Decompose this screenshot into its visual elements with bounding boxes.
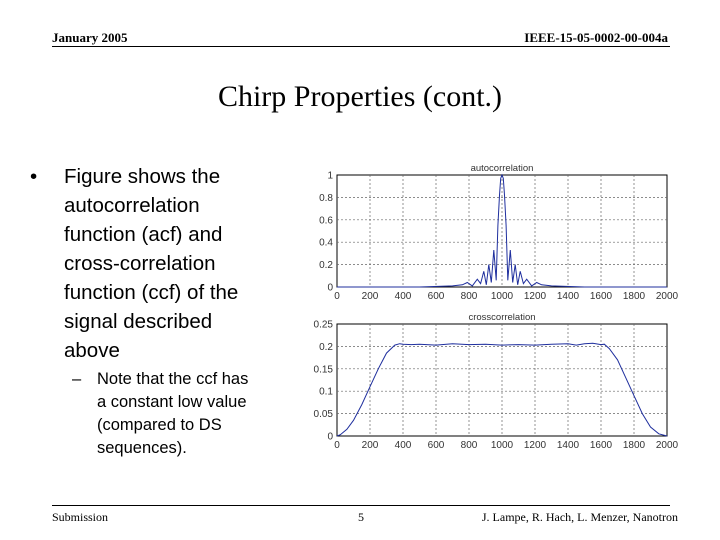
header-rule <box>52 46 670 47</box>
bullet-line: above <box>64 339 120 362</box>
bullet-line: sequences). <box>97 439 187 457</box>
chart-1-y-tick-label: 0.2 <box>319 260 333 272</box>
chart-2-y-tick-label: 0.2 <box>319 341 333 353</box>
footer-authors: J. Lampe, R. Hach, L. Menzer, Nanotron <box>481 510 678 524</box>
chart-1-y-tick-label: 0.4 <box>319 237 333 249</box>
chart-2-title: crosscorrelation <box>468 312 536 323</box>
chart-2-y-tick-label: 0.25 <box>313 319 333 331</box>
chart-1-x-tick-label: 1000 <box>490 291 514 302</box>
bullet-line: function (ccf) of the <box>64 281 239 304</box>
chart-2-y-tick-label: 0.1 <box>319 386 333 398</box>
bullet-sub-text <box>97 368 307 460</box>
chart-2-x-tick-label: 600 <box>427 440 445 451</box>
chart-1-y-tick-label: 0.8 <box>319 192 333 204</box>
chart-2-x-tick-label: 1600 <box>589 440 613 451</box>
chart-2-x-tick-label: 2000 <box>655 440 679 451</box>
chart-1-x-tick-label: 200 <box>361 291 379 302</box>
footer-submission: Submission <box>52 510 109 524</box>
bullet-line: Figure shows the <box>64 165 221 188</box>
bullet-line: autocorrelation <box>64 194 200 217</box>
chart-2-x-tick-label: 1200 <box>523 440 547 451</box>
bullet-dash: – <box>72 370 82 388</box>
chart-1-x-tick-label: 1600 <box>589 291 613 302</box>
bullet-line: (compared to DS <box>97 416 222 434</box>
chart-2-y-tick-label: 0 <box>327 431 333 443</box>
chart-2-x-tick-label: 1400 <box>556 440 580 451</box>
footer-rule <box>52 505 670 506</box>
chart-1-x-tick-label: 1400 <box>556 291 580 302</box>
chart-2-y-tick-label: 0.05 <box>313 409 333 421</box>
chart-1-x-tick-label: 800 <box>460 291 478 302</box>
chart-2-x-tick-label: 200 <box>361 440 379 451</box>
bullet-dot: • <box>30 165 38 188</box>
chart-2-x-tick-label: 1800 <box>622 440 646 451</box>
chart-1-x-tick-label: 2000 <box>655 291 679 302</box>
bullet-line: Note that the ccf has <box>97 370 249 388</box>
bullet-line: function (acf) and <box>64 223 223 246</box>
chart-2-x-tick-label: 800 <box>460 440 478 451</box>
bullet-main-text <box>64 162 304 365</box>
header-doc-id: IEEE-15-05-0002-00-004a <box>524 30 668 45</box>
correlation-figure <box>300 150 700 460</box>
header-date: January 2005 <box>52 30 128 45</box>
bullet-line: a constant low value <box>97 393 247 411</box>
chart-2-y-tick-label: 0.15 <box>313 364 333 376</box>
chart-1-y-tick-label: 0.6 <box>319 215 333 227</box>
bullet-line: signal described <box>64 310 213 333</box>
chart-1-x-tick-label: 400 <box>394 291 412 302</box>
chart-1-x-tick-label: 0 <box>334 291 340 302</box>
chart-1-y-tick-label: 1 <box>327 170 333 182</box>
chart-1-y-tick-label: 0 <box>327 282 333 294</box>
chart-2-x-tick-label: 0 <box>334 440 340 451</box>
slide-title: Chirp Properties (cont.) <box>217 80 503 113</box>
chart-1-x-tick-label: 1800 <box>622 291 646 302</box>
footer-page-number: 5 <box>358 510 364 524</box>
chart-1-x-tick-label: 600 <box>427 291 445 302</box>
bullet-line: cross-correlation <box>64 252 216 275</box>
chart-2-x-tick-label: 400 <box>394 440 412 451</box>
chart-1-title: autocorrelation <box>470 163 534 174</box>
chart-1-x-tick-label: 1200 <box>523 291 547 302</box>
chart-2-x-tick-label: 1000 <box>490 440 514 451</box>
